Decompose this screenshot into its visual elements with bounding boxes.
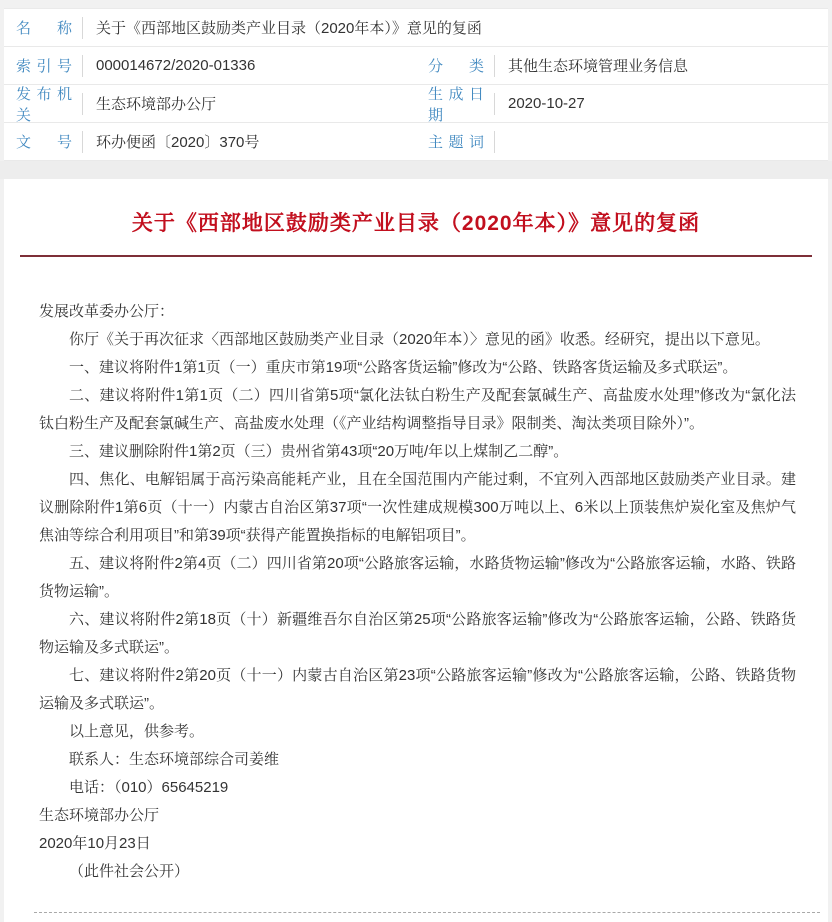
article-title: 关于《西部地区鼓励类产业目录（2020年本）》意见的复函 [131,212,701,235]
category-value: 其他生态环境管理业务信息 [508,58,689,75]
signature-date: 2020年10月23日 [39,835,151,852]
closing-line: 以上意见，供参考。 [69,723,205,740]
item-paragraph-7: 七、建议将附件2第20页（十一）内蒙古自治区第23项“公路旅客运输”修改为“公路旅客运输，公路、铁路货物运输及多式联运”。 [39,667,796,712]
item-paragraph-3: 三、建议删除附件1第2页（三）贵州省第43项“20万吨/年以上煤制乙二醇”。 [69,443,569,460]
document-number-value: 环办便函〔2020〕370号 [96,134,260,151]
generation-date-label: 生成日期 [428,85,484,124]
contact-person-line: 联系人：生态环境部综合司姜维 [69,751,280,768]
category-label: 分类 [428,58,484,75]
item-paragraph-4: 四、焦化、电解铝属于高污染高能耗产业，且在全国范围内产能过剩，不宜列入西部地区鼓励类产业目录。建议删除附件1第6页（十一）内蒙古自治区第37项“一次性建成规模300万吨以上、6米以上顶装焦炉炭化室及焦炉气焦油等综合利用项目”和第39项“获得产能置换指标的电解铝项目”。 [39,471,796,544]
name-label: 名称 [16,20,72,37]
keywords-label: 主题词 [428,134,484,151]
document-metadata-table [4,8,828,161]
index-number-value: 000014672/2020-01336 [96,57,256,74]
bottom-dashed-divider [34,912,820,922]
meta-row-name [4,9,828,47]
article-body [4,257,828,886]
meta-row-issuer-date [4,85,828,123]
item-paragraph-5: 五、建议将附件2第4页（二）四川省第20项“公路旅客运输，水路货物运输”修改为“公路旅客运输，水路、铁路货物运输”。 [39,555,796,600]
item-paragraph-1: 一、建议将附件1第1页（一）重庆市第19项“公路客货运输”修改为“公路、铁路客货运输及多式联运”。 [69,359,738,376]
item-paragraph-6: 六、建议将附件2第18页（十）新疆维吾尔自治区第25项“公路旅客运输”修改为“公路旅客运输，公路、铁路货物运输及多式联运”。 [39,611,796,656]
name-value: 关于《西部地区鼓励类产业目录（2020年本）》意见的复函 [96,20,482,37]
meta-row-index-category [4,47,828,85]
vertical-divider [494,131,495,153]
document-number-label: 文号 [16,134,72,151]
intro-paragraph: 你厅《关于再次征求〈西部地区鼓励类产业目录（2020年本）〉意见的函》收悉。经研究，提出以下意见。 [69,331,770,348]
index-number-label: 索引号 [16,58,72,75]
signature-agency: 生态环境部办公厅 [39,807,160,824]
salutation: 发展改革委办公厅： [39,303,175,320]
issuing-agency-value: 生态环境部办公厅 [96,96,217,113]
section-separator-band [0,161,832,179]
article-panel [4,179,828,922]
meta-row-docnum-keywords [4,123,828,161]
contact-phone-line: 电话：（010）65645219 [69,779,229,796]
item-paragraph-2: 二、建议将附件1第1页（二）四川省第5项“氯化法钛白粉生产及配套氯碱生产、高盐废水处理”修改为“氯化法钛白粉生产及配套氯碱生产、高盐废水处理（《产业结构调整指导目录》限制类、淘汰类项目除外）”。 [39,387,796,432]
public-disclosure-note: （此件社会公开） [69,863,190,880]
generation-date-value: 2020-10-27 [508,95,585,112]
issuing-agency-label: 发布机关 [16,85,72,124]
